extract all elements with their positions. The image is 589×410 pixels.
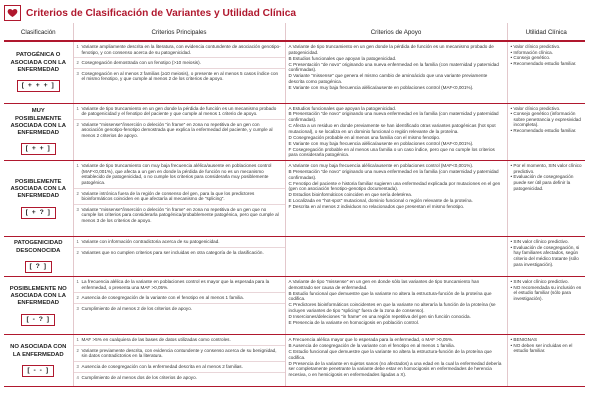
classification-name: MUY POSIBLEMENTE ASOCIADA CON LA ENFERMEDAD — [10, 108, 66, 137]
criterion-item — [74, 189, 285, 205]
criterion-number: 2 — [76, 347, 79, 353]
criterion-text: Variante de tipo truncamiento con muy baja frecuencia alélica/ausente en poblaciones control (MAF<0,001%), que afecta a un gen en donde la pérdida de función no es un mecanismo establecido de patogenicidad, o no cumple los criterios para considerarla muy posiblemente patogénica. — [81, 163, 272, 185]
utility-item: • Evaluación de cosegregación, si hay familiares afectados, según criterio del médico tratante (sólo para investigación). — [510, 244, 580, 267]
support-criteria-cell — [285, 161, 507, 237]
support-criterion: E Localizada en "hot-spot" mutacional, dominio funcional o región relevante de la proteína. — [288, 198, 473, 204]
classification-badge: [ ? ] — [25, 261, 52, 273]
criterion-text: Cosegregación en al menos 2 familias (≥10 meiosis), o presente en al menos 5 casos índice con el mismo fenotipo, y que cumple al menos 2 de los criterios de apoyo. — [81, 70, 279, 82]
clinical-utility-cell — [507, 103, 585, 161]
support-criterion: A Estudios funcionales que apoyan la patogenicidad. — [288, 105, 397, 111]
criterion-number: 2 — [76, 121, 79, 127]
classification-name: POSIBLEMENTE NO ASOCIADA CON LA ENFERMEDAD — [9, 285, 67, 307]
support-criterion: C Afecta a un residuo en donde previamente se han identificado otras variantes patogénicas (hot spot mutacional), o se localiza en un dominio funcional o región relevante de la proteína. — [288, 123, 496, 134]
support-criterion: C Presentación "de novo" originando una nueva enfermedad en la familia (con maternidad y paternidad confirmadas). — [288, 61, 499, 73]
criterion-text: Variante de tipo truncamiento en un gen donde la pérdida de función es un mecanismo probado de patogenicidad y el fenotipo del paciente y que cumple al menos 1 criterio de apoyo. — [81, 105, 277, 117]
support-criterion: B Ausencia de cosegregación de la variante con el fenotipo en al menos 1 familia. — [288, 343, 456, 349]
utility-item: • SIN valor clínico predictivo. — [510, 279, 569, 285]
support-criterion: E Variante con muy baja frecuencia alélica/ausente en poblaciones control (MAF<0,001%). — [288, 140, 474, 146]
support-criterion: D Variante "missense" que genera el mismo cambio de aminoácido que una variante previamente descrita como patogénica. — [288, 73, 488, 84]
support-criterion: B Estudios funcionales que apoyan la patogenicidad. — [288, 55, 397, 61]
clinical-utility-cell — [507, 335, 585, 387]
criterion-number: 1 — [76, 163, 79, 169]
criterion-text: Ausencia de cosegregación de la variante con el fenotipo en al menos 1 familia. — [81, 295, 244, 301]
criterion-number: 1 — [76, 239, 79, 245]
support-criteria-cell — [285, 237, 507, 277]
support-criterion: B Estudio funcional que demuestre que la variante no altera la estructura-función de la proteína que codifica. — [288, 290, 492, 302]
support-criteria-cell — [285, 41, 507, 103]
utility-item: • Consejo genético. — [510, 55, 551, 61]
main-criteria-cell — [73, 103, 285, 161]
criterion-text: Variante "missense"/inserción o deleción "in frame" en zona no repetitiva de un gen que no cumple los criterios para considerarla patogénica/probablemente patogénica, pero que cumple al menos 3 de los criterios de apoyo. — [81, 206, 279, 223]
classification-badge: [ + + + ] — [17, 80, 60, 92]
criterion-item — [74, 346, 285, 362]
classification-cell — [4, 161, 73, 237]
utility-item: • SIN valor clínico predictivo. — [510, 239, 569, 245]
classification-badge: [ - ? ] — [21, 314, 55, 326]
support-criterion: C Estudio funcional que demuestre que la variante no altera la estructura-función de la proteína que codifica. — [288, 349, 492, 360]
classification-name: PATOGENICIDAD DESCONOCIDA — [14, 240, 63, 254]
criterion-number: 1 — [76, 44, 79, 49]
utility-item: • NO recomendada su inclusión en el estudio familiar (sólo para investigación). — [510, 284, 582, 301]
criterion-number: 3 — [76, 305, 79, 311]
classification-table — [4, 23, 585, 387]
support-criterion: E Presencia de la variante en homocigosis en población control. — [288, 319, 419, 325]
utility-item: • Información clínica. — [510, 49, 553, 55]
criterion-item — [74, 304, 285, 314]
support-criterion: C Fenotipo del paciente e historia familiar sugieren una enfermedad explicada por mutaciones en el gen (gen con asociación fenotipo-genotipo documentada). — [288, 180, 501, 192]
heart-document-icon — [4, 5, 21, 21]
criterion-number: 1 — [76, 105, 79, 111]
criterion-number: 3 — [76, 70, 79, 76]
classification-cell — [4, 335, 73, 387]
criterion-item — [74, 161, 285, 188]
criterion-text: MAF >5% en cualquiera de las bases de datos utilizadas como controles. — [81, 337, 231, 343]
criterion-number: 2 — [76, 60, 79, 66]
criterion-item — [74, 104, 285, 120]
column-header-classification: Clasificación — [4, 23, 73, 41]
table-row — [4, 41, 585, 103]
support-criterion: F Descrita en al menos 2 individuos no relacionados que presentan el mismo fenotipo. — [288, 204, 465, 210]
support-criterion: A Frecuencia alélica mayor que lo esperada para la enfermedad, o MAF >0,05%. — [288, 337, 454, 343]
criterion-item — [74, 373, 285, 383]
table-row — [4, 335, 585, 387]
utility-item: • BENIGNAS — [510, 337, 538, 343]
criterion-item — [74, 42, 285, 58]
main-criteria-cell — [73, 335, 285, 387]
criterion-item — [74, 205, 285, 226]
support-criteria-cell — [285, 335, 507, 387]
criterion-text: Ausencia de cosegregación con la enfermedad descrita en al menos 2 familias. — [81, 363, 243, 369]
classification-name: PATOGÉNICA O ASOCIADA CON LA ENFERMEDAD — [10, 52, 66, 73]
utility-item: • Evaluación de cosegregación puede ser útil para definir la patogenicidad. — [510, 174, 574, 191]
criterion-item — [74, 362, 285, 373]
table-row — [4, 237, 585, 277]
support-criterion: A Variante de tipo "missense" en un gen en donde sólo las variantes de tipo truncamiento han demostrado ser causa de enfermedad. — [288, 279, 480, 290]
criterion-number: 1 — [76, 337, 79, 343]
utility-item: • Recomendado estudio familiar. — [510, 60, 577, 66]
criterion-number: 3 — [76, 206, 79, 212]
table-row — [4, 277, 585, 335]
column-header-main-criteria: Criterios Principales — [73, 23, 285, 41]
utility-item: • NO deben ser incluidas en el estudio familiar. — [510, 342, 573, 354]
criterion-item — [74, 335, 285, 346]
criterion-number: 3 — [76, 363, 79, 369]
criterion-item — [74, 248, 285, 258]
classification-cell — [4, 41, 73, 103]
criterion-text: Variante intrónica fuera de la región de consenso del gen, para la que los predictores bioinformáticos coinciden en que afectaría al mecanismo de "splicing". — [81, 190, 255, 202]
column-header-support-criteria: Criterios de Apoyo — [285, 23, 507, 41]
classification-badge: [ - - ] — [22, 365, 54, 377]
criterion-item — [74, 277, 285, 293]
criterion-text: Cumplimiento de al menos dos de los criterios de apoyo. — [81, 374, 197, 380]
table-row — [4, 103, 585, 161]
support-criterion: D Estudios bioinformáticos coinciden en que sería deletérea. — [288, 192, 413, 198]
classification-name: NO ASOCIADA CON LA ENFERMEDAD — [10, 344, 67, 358]
classification-cell — [4, 237, 73, 277]
support-criterion: D Presencia de la variante en sujetos sanos (no afectados) a una edad en la cual la enfermedad debería ser completamente penetrante la variante debe estar en homocigosis en enfermedades de herencia recesiva, o en hemicigosis en enfermedades ligadas a X). — [288, 360, 502, 377]
classification-cell — [4, 103, 73, 161]
criterion-text: La frecuencia alélica de la variante en poblaciones control es mayor que la esperada para la enfermedad, o presenta una MAF >0,05%. — [81, 279, 270, 290]
table-body — [4, 41, 585, 387]
page-title: Criterios de Clasificación de Variantes y Utilidad Clínica — [26, 7, 297, 19]
support-criterion: A Variante de tipo truncamiento en un gen donde la pérdida de función es un mecanismo probado de patogenicidad. — [288, 44, 494, 55]
utility-item: • Por el momento, SIN valor clínico predictivo. — [510, 163, 582, 174]
utility-item: • Recomendado estudio familiar. — [510, 127, 577, 133]
criterion-item — [74, 58, 285, 69]
criterion-text: Variante "missense"/inserción o deleción "in frame" en zona no repetitiva de un gen con asociación genotipo-fenotipo demostrada que explica la enfermedad del paciente, y cumple al menos 2 criterios de apoyo. — [81, 121, 273, 138]
criterion-text: Cumplimiento de al menos 2 de los criterios de apoyo. — [81, 305, 193, 311]
support-criterion: C Predictores bioinformáticos coincidentes en que la variante no alteraría la función de la proteína (se incluyen variantes de tipo "splicing" fuera de la zona de consenso). — [288, 302, 496, 313]
support-criterion: D Cosegregación probable en al menos una familia con el mismo fenotipo. — [288, 134, 441, 140]
header — [4, 3, 585, 23]
criterion-text: Variantes que no cumplen criterios para ser incluidas en otra categoría de la clasificación. — [81, 249, 264, 255]
support-criterion: E Variante con muy baja frecuencia alélica/ausente en poblaciones control (MAF<0,001%). — [288, 84, 474, 90]
main-criteria-cell — [73, 161, 285, 237]
criterion-text: Variante ampliamente descrita en la literatura, con evidencia contundente de asociación genotipo-fenotipo, y con consenso acerca de su patogenicidad. — [81, 44, 281, 55]
support-criterion: D Inserciones/deleciones "in frame" en una región repetitiva del gen sin función conocida. — [288, 313, 471, 319]
classification-name: POSIBLEMENTE ASOCIADA CON LA ENFERMEDAD — [10, 178, 66, 200]
column-header-clinical-utility: Utilidad Clínica — [507, 23, 585, 41]
criterion-number: 1 — [76, 279, 79, 285]
support-criterion: B Presentación "de novo" originando una nueva enfermedad en la familia (con maternidad y paternidad confirmadas). — [288, 111, 499, 123]
clinical-utility-cell — [507, 161, 585, 237]
utility-item: • Consejo genético (información sobre penetrancia y expresividad incompleta). — [510, 111, 581, 128]
support-criterion: A Variante con muy baja frecuencia alélica/ausente en poblaciones control (MAF<0,001%). — [288, 163, 474, 169]
criterion-number: 4 — [76, 374, 79, 380]
support-criterion: F Cosegregación probable en al menos una familia o un caso índice, pero que no cumple los criterios para considerarla patogénica. — [288, 146, 495, 158]
criterion-item — [74, 237, 285, 248]
criterion-text: Variante con información contradictoria acerca de su patogenicidad. — [81, 239, 220, 245]
classification-cell — [4, 277, 73, 335]
support-criteria-cell — [285, 277, 507, 335]
clinical-utility-cell — [507, 277, 585, 335]
criterion-number: 2 — [76, 190, 79, 196]
classification-badge: [ + + ] — [21, 143, 56, 155]
criterion-number: 2 — [76, 295, 79, 301]
criterion-item — [74, 120, 285, 141]
clinical-utility-cell — [507, 41, 585, 103]
criterion-item — [74, 293, 285, 304]
support-criteria-cell — [285, 103, 507, 161]
classification-badge: [ + ? ] — [21, 207, 56, 219]
criterion-item — [74, 69, 285, 84]
utility-item: • Valor clínico predictivo. — [510, 105, 561, 111]
criterion-text: Cosegregación demostrada con un fenotipo (>10 meiosis). — [81, 60, 201, 66]
utility-item: • Valor clínico predictivo. — [510, 44, 561, 49]
support-criterion: B Presentación "de novo" originando una nueva enfermedad en la familia (con maternidad y paternidad confirmadas). — [288, 169, 499, 180]
criterion-number: 2 — [76, 249, 79, 255]
clinical-utility-cell — [507, 237, 585, 277]
criterion-text: Variante previamente descrita, con evidencia contundente y consenso acerca de su benignidad, sin datos contradictorios en la literatura. — [81, 347, 277, 359]
main-criteria-cell — [73, 41, 285, 103]
main-criteria-cell — [73, 277, 285, 335]
main-criteria-cell — [73, 237, 285, 277]
table-row — [4, 161, 585, 237]
